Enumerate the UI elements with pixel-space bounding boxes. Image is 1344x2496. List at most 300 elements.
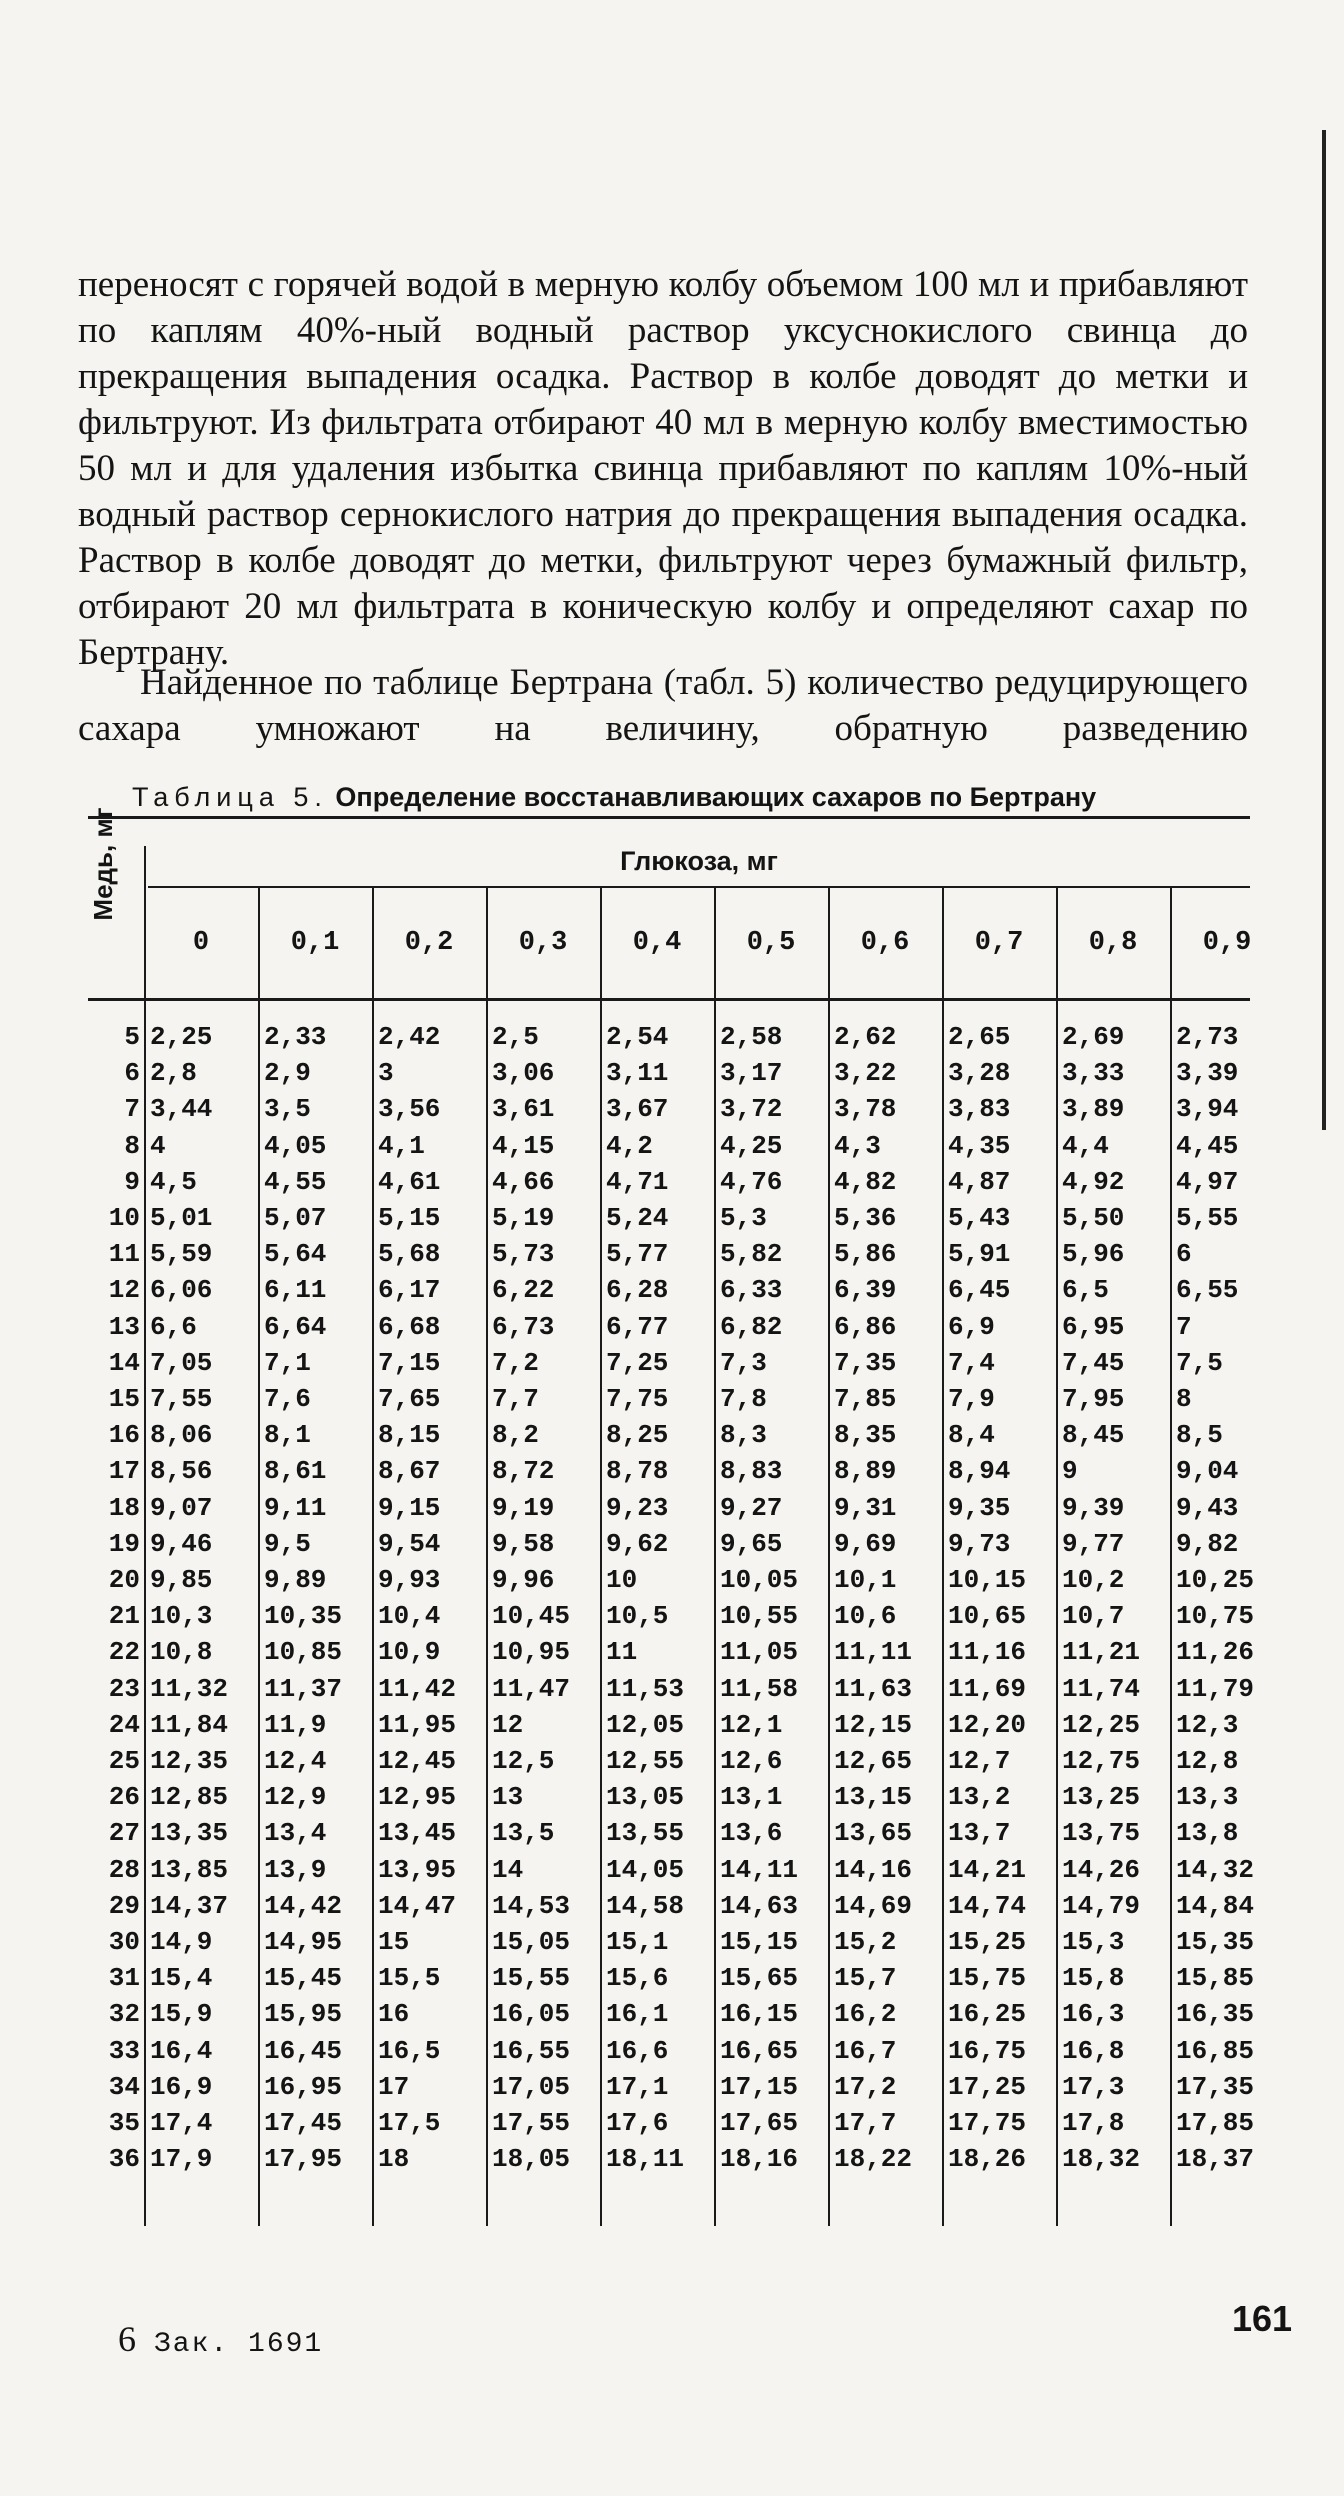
table-cell: 10,05 [720, 1565, 799, 1595]
table-cell: 10,25 [1176, 1565, 1255, 1595]
table-cell: 17,7 [834, 2108, 897, 2138]
table-cell: 11,16 [948, 1637, 1027, 1668]
copper-mg-value: 15 [108, 1384, 140, 1414]
table-cell: 12,85 [150, 1782, 229, 1813]
table-cell: 9,07 [150, 1492, 213, 1523]
table-cell: 7,2 [492, 1347, 539, 1378]
copper-mg-value: 17 [108, 1456, 140, 1487]
table-cell: 14,74 [948, 1890, 1027, 1921]
table-cell: 11,05 [720, 1637, 799, 1668]
table-cell: 12,55 [606, 1746, 685, 1776]
table-cell: 10,5 [606, 1601, 669, 1632]
copper-mg-value: 34 [108, 2071, 140, 2102]
table-cell: 16,95 [264, 2071, 343, 2102]
column-header: 0,4 [632, 928, 682, 958]
table-cell: 12,25 [1062, 1709, 1141, 1740]
copper-mg-value: 30 [108, 1927, 140, 1957]
table-cell: 8,2 [492, 1420, 539, 1451]
copper-mg-value: 22 [108, 1637, 140, 1668]
copper-mg-value: 29 [108, 1890, 140, 1921]
table-cell: 6,68 [378, 1311, 441, 1342]
table-cell: 11,26 [1176, 1637, 1255, 1668]
table-cell: 10,9 [378, 1637, 441, 1668]
table-cell: 4,61 [378, 1166, 441, 1197]
copper-mg-value: 10 [108, 1203, 140, 1233]
table-cell: 16,6 [606, 2035, 669, 2066]
table-cell: 18,16 [720, 2144, 799, 2175]
table-cell: 15,15 [720, 1927, 799, 1957]
table-cell: 7,55 [150, 1384, 213, 1414]
table-cell: 5,96 [1062, 1239, 1125, 1270]
table-cell: 9,15 [378, 1492, 441, 1523]
table-cell: 11,58 [720, 1673, 799, 1704]
table-cell: 7,95 [1062, 1384, 1125, 1414]
table-cell: 4,2 [606, 1130, 653, 1161]
table-cell: 13,35 [150, 1818, 229, 1849]
table-cell: 5,15 [378, 1203, 441, 1233]
table-cell: 2,33 [264, 1022, 327, 1052]
table-cell: 10 [606, 1565, 638, 1595]
table-cell: 4,05 [264, 1130, 327, 1161]
table-cell: 2,54 [606, 1022, 669, 1052]
table-cell: 9,5 [264, 1528, 311, 1559]
table-cell: 6,45 [948, 1275, 1011, 1306]
table-cell: 14,16 [834, 1854, 913, 1885]
table-cell: 10,35 [264, 1601, 343, 1632]
order-number: Зак. 1691 [154, 2329, 324, 2360]
table-cell: 3,72 [720, 1094, 783, 1125]
column-header: 0,8 [1088, 928, 1138, 958]
table-cell: 11,95 [378, 1709, 457, 1740]
table-cell: 6,33 [720, 1275, 783, 1306]
table-cell: 11 [606, 1637, 638, 1668]
table-cell: 3,44 [150, 1094, 213, 1125]
table-cell: 15,6 [606, 1963, 669, 1994]
table-cell: 15,85 [1176, 1963, 1255, 1994]
table-cell: 3,83 [948, 1094, 1011, 1125]
table-cell: 17,3 [1062, 2071, 1125, 2102]
table-cell: 10,15 [948, 1565, 1027, 1595]
table-cell: 12,6 [720, 1746, 783, 1776]
column-separator [942, 886, 944, 2226]
table-cell: 9,46 [150, 1528, 213, 1559]
column-header: 0,1 [290, 928, 340, 958]
table-cell: 16,55 [492, 2035, 571, 2066]
copper-mg-value: 12 [108, 1275, 140, 1306]
column-separator [1056, 886, 1058, 2226]
table-cell: 5,19 [492, 1203, 555, 1233]
table-cell: 6,17 [378, 1275, 441, 1306]
copper-mg-value: 13 [108, 1311, 140, 1342]
table-cell: 6,22 [492, 1275, 555, 1306]
table-cell: 11,37 [264, 1673, 343, 1704]
table-cell: 11,21 [1062, 1637, 1141, 1668]
table-cell: 18,05 [492, 2144, 571, 2175]
table-cell: 3,33 [1062, 1058, 1125, 1089]
table-cell: 9,96 [492, 1565, 555, 1595]
table-cell: 13,6 [720, 1818, 783, 1849]
table-cell: 11,53 [606, 1673, 685, 1704]
table-cell: 9,85 [150, 1565, 213, 1595]
table-cell: 17,25 [948, 2071, 1027, 2102]
table-cell: 4,5 [150, 1166, 197, 1197]
column-header: 0,3 [518, 928, 568, 958]
table-cell: 5,82 [720, 1239, 783, 1270]
table-cell: 3,06 [492, 1058, 555, 1089]
table-cell: 17,8 [1062, 2108, 1125, 2138]
table-cell: 17,1 [606, 2071, 669, 2102]
table-cell: 12,45 [378, 1746, 457, 1776]
table-cell: 2,62 [834, 1022, 897, 1052]
table-cell: 4,4 [1062, 1130, 1109, 1161]
table-cell: 4,87 [948, 1166, 1011, 1197]
table-cell: 15 [378, 1927, 410, 1957]
table-cell: 4,55 [264, 1166, 327, 1197]
table-cell: 18,37 [1176, 2144, 1255, 2175]
table-cell: 16,7 [834, 2035, 897, 2066]
table-cell: 2,25 [150, 1022, 213, 1052]
copper-mg-value: 23 [108, 1673, 140, 1704]
table-cell: 3,11 [606, 1058, 669, 1089]
table-cell: 8,67 [378, 1456, 441, 1487]
table-cell: 10,6 [834, 1601, 897, 1632]
table-cell: 17,9 [150, 2144, 213, 2175]
table-cell: 14,84 [1176, 1890, 1255, 1921]
table-cell: 5,91 [948, 1239, 1011, 1270]
table-cell: 9,27 [720, 1492, 783, 1523]
table-cell: 14,21 [948, 1854, 1027, 1885]
table-cell: 12,8 [1176, 1746, 1239, 1776]
table-cell: 12,20 [948, 1709, 1027, 1740]
table-cell: 8,78 [606, 1456, 669, 1487]
table-cell: 15,7 [834, 1963, 897, 1994]
table-cell: 6,06 [150, 1275, 213, 1306]
table-cell: 11,63 [834, 1673, 913, 1704]
table-cell: 17 [378, 2071, 410, 2102]
table-cell: 7,1 [264, 1347, 311, 1378]
table-cell: 8,83 [720, 1456, 783, 1487]
table-cell: 13,75 [1062, 1818, 1141, 1849]
table-cell: 13,7 [948, 1818, 1011, 1849]
table-cell: 16 [378, 1999, 410, 2030]
table-cell: 14,26 [1062, 1854, 1141, 1885]
copper-mg-value: 6 [124, 1058, 140, 1089]
column-separator [714, 886, 716, 2226]
table-cell: 15,3 [1062, 1927, 1125, 1957]
table-cell: 17,35 [1176, 2071, 1255, 2102]
table-cell: 18,22 [834, 2144, 913, 2175]
table-cell: 5,73 [492, 1239, 555, 1270]
copper-mg-value: 19 [108, 1528, 140, 1559]
table-cell: 3,89 [1062, 1094, 1125, 1125]
table-cell: 7,85 [834, 1384, 897, 1414]
table-cell: 9,23 [606, 1492, 669, 1523]
table-cell: 15,05 [492, 1927, 571, 1957]
table-cell: 5,59 [150, 1239, 213, 1270]
table-cell: 4,25 [720, 1130, 783, 1161]
table-cell: 16,15 [720, 1999, 799, 2030]
table-cell: 13,15 [834, 1782, 913, 1813]
table-cell: 2,5 [492, 1022, 539, 1052]
table-cell: 14,95 [264, 1927, 343, 1957]
table-cell: 9,54 [378, 1528, 441, 1559]
table-cell: 16,3 [1062, 1999, 1125, 2030]
table-cell: 5,50 [1062, 1203, 1125, 1233]
table-cell: 7,65 [378, 1384, 441, 1414]
column-separator [258, 886, 260, 2226]
table-cell: 4 [150, 1130, 166, 1161]
table-cell: 14,53 [492, 1890, 571, 1921]
copper-mg-value: 27 [108, 1818, 140, 1849]
table-cell: 5,3 [720, 1203, 767, 1233]
table-cell: 13,8 [1176, 1818, 1239, 1849]
table-cell: 16,9 [150, 2071, 213, 2102]
table-cell: 8,3 [720, 1420, 767, 1451]
table-cell: 9,65 [720, 1528, 783, 1559]
table-cell: 3,61 [492, 1094, 555, 1125]
table-cell: 15,5 [378, 1963, 441, 1994]
footer-signature [118, 2318, 323, 2360]
table-cell: 12,5 [492, 1746, 555, 1776]
bertrand-table [88, 807, 1255, 2226]
table-cell: 9,39 [1062, 1492, 1125, 1523]
table-cell: 14,47 [378, 1890, 457, 1921]
table-cell: 14,42 [264, 1890, 343, 1921]
copper-mg-value: 16 [108, 1420, 140, 1451]
copper-mg-value: 21 [108, 1601, 140, 1632]
table-cell: 3 [378, 1058, 394, 1089]
table-cell: 16,8 [1062, 2035, 1125, 2066]
table-cell: 13,4 [264, 1818, 327, 1849]
table-cell: 9,58 [492, 1528, 555, 1559]
paragraph-2: Найденное по таблице Бертрана (табл. 5) количество редуцирующего сахара умножают на величину, обратную разведению [78, 662, 1248, 749]
table-cell: 12,65 [834, 1746, 913, 1776]
table-cell: 10,95 [492, 1637, 571, 1668]
table-cell: 10,75 [1176, 1601, 1255, 1632]
column-header: 0,7 [974, 928, 1024, 958]
table-cell: 15,45 [264, 1963, 343, 1994]
table-cell: 7,8 [720, 1384, 767, 1414]
table-cell: 11,32 [150, 1673, 229, 1704]
table-cell: 14 [492, 1854, 524, 1885]
table-cell: 14,37 [150, 1890, 229, 1921]
table-cell: 4,66 [492, 1166, 555, 1197]
table-cell: 6,82 [720, 1311, 783, 1342]
table-cell: 10,1 [834, 1565, 897, 1595]
group-header-rule [148, 886, 1250, 888]
table-cell: 18 [378, 2144, 410, 2175]
copper-mg-value: 11 [108, 1239, 140, 1270]
table-cell: 6,86 [834, 1311, 897, 1342]
table-cell: 8,06 [150, 1420, 213, 1451]
copper-mg-value: 5 [124, 1022, 140, 1052]
copper-mg-value: 26 [108, 1782, 140, 1813]
signature-number: 6 [118, 2319, 136, 2359]
table-cell: 7,35 [834, 1347, 897, 1378]
table-cell: 6,9 [948, 1311, 995, 1342]
table-cell: 15,95 [264, 1999, 343, 2030]
table-cell: 16,25 [948, 1999, 1027, 2030]
table-cell: 6,11 [264, 1275, 327, 1306]
table-cell: 13,3 [1176, 1782, 1239, 1813]
table-cell: 4,97 [1176, 1166, 1239, 1197]
table-cell: 3,78 [834, 1094, 897, 1125]
table-cell: 16,05 [492, 1999, 571, 2030]
table-cell: 7,45 [1062, 1347, 1125, 1378]
table-cell: 3,67 [606, 1094, 669, 1125]
table-cell: 16,4 [150, 2035, 213, 2066]
table-cell: 13 [492, 1782, 524, 1813]
table-cell: 8,72 [492, 1456, 555, 1487]
table-cell: 14,79 [1062, 1890, 1141, 1921]
table-cell: 13,5 [492, 1818, 555, 1849]
copper-mg-value: 31 [108, 1963, 140, 1994]
table-cell: 10,85 [264, 1637, 343, 1668]
table-cell: 18,32 [1062, 2144, 1141, 2175]
table-cell: 15,55 [492, 1963, 571, 1994]
table-cell: 12,9 [264, 1782, 327, 1813]
table-cell: 14,63 [720, 1890, 799, 1921]
table-cell: 17,6 [606, 2108, 669, 2138]
table-cell: 4,1 [378, 1130, 425, 1161]
table-cell: 3,94 [1176, 1094, 1239, 1125]
table-cell: 9,04 [1176, 1456, 1239, 1487]
table-cell: 16,65 [720, 2035, 799, 2066]
table-cell: 4,35 [948, 1130, 1011, 1161]
column-separator [828, 886, 830, 2226]
table-cell: 4,15 [492, 1130, 555, 1161]
table-cell: 12,05 [606, 1709, 685, 1740]
table-cell: 9,35 [948, 1492, 1011, 1523]
table-cell: 15,75 [948, 1963, 1027, 1994]
table-cell: 7,4 [948, 1347, 995, 1378]
row-header-copper: Медь, мг [88, 807, 118, 921]
copper-mg-value: 36 [108, 2144, 140, 2175]
copper-mg-value: 28 [108, 1854, 140, 1885]
group-header-glucose: Глюкоза, мг [620, 846, 778, 876]
copper-mg-value: 8 [124, 1130, 140, 1161]
table-cell: 6,95 [1062, 1311, 1125, 1342]
table-cell: 5,86 [834, 1239, 897, 1270]
table-cell: 3,5 [264, 1094, 311, 1125]
table-cell: 12,15 [834, 1709, 913, 1740]
table-cell: 6 [1176, 1239, 1192, 1270]
table-cell: 17,75 [948, 2108, 1027, 2138]
copper-mg-value: 35 [108, 2108, 140, 2138]
table-cell: 7,6 [264, 1384, 311, 1414]
table-cell: 9,89 [264, 1565, 327, 1595]
column-header: 0,6 [860, 928, 910, 958]
table-cell: 8,5 [1176, 1420, 1223, 1451]
table-cell: 4,3 [834, 1130, 881, 1161]
table-cell: 5,64 [264, 1239, 327, 1270]
table-cell: 6,28 [606, 1275, 669, 1306]
table-cell: 5,36 [834, 1203, 897, 1233]
table-caption [132, 782, 1252, 813]
table-cell: 17,65 [720, 2108, 799, 2138]
table-cell: 11,11 [834, 1637, 913, 1668]
table-cell: 8,89 [834, 1456, 897, 1487]
table-cell: 13,45 [378, 1818, 457, 1849]
table-cell: 14,58 [606, 1890, 685, 1921]
table-cell: 14,9 [150, 1927, 213, 1957]
table-cell: 8,94 [948, 1456, 1011, 1487]
table-cell: 13,65 [834, 1818, 913, 1849]
table-cell: 17,15 [720, 2071, 799, 2102]
table-cell: 17,85 [1176, 2108, 1255, 2138]
header-bottom-rule [88, 998, 1250, 1001]
table-cell: 2,42 [378, 1022, 441, 1052]
column-header: 0 [192, 928, 210, 958]
column-header: 0,2 [404, 928, 454, 958]
table-cell: 2,8 [150, 1058, 197, 1089]
table-cell: 14,32 [1176, 1854, 1255, 1885]
table-cell: 4,76 [720, 1166, 783, 1197]
copper-mg-value: 24 [108, 1709, 140, 1740]
table-cell: 9,73 [948, 1528, 1011, 1559]
table-cell: 13,9 [264, 1854, 327, 1885]
table-cell: 11,79 [1176, 1673, 1255, 1704]
table-cell: 12,35 [150, 1746, 229, 1776]
table-cell: 15,8 [1062, 1963, 1125, 1994]
table-cell: 9,31 [834, 1492, 897, 1523]
table-cell: 8,25 [606, 1420, 669, 1451]
table-cell: 10,2 [1062, 1565, 1125, 1595]
table-cell: 9,69 [834, 1528, 897, 1559]
table-cell: 17,45 [264, 2108, 343, 2138]
table-cell: 5,07 [264, 1203, 327, 1233]
table-cell: 3,56 [378, 1094, 441, 1125]
table-cell: 15,1 [606, 1927, 669, 1957]
table-cell: 2,73 [1176, 1022, 1239, 1052]
table-cell: 10,55 [720, 1601, 799, 1632]
copper-mg-value: 20 [108, 1565, 140, 1595]
table-cell: 16,45 [264, 2035, 343, 2066]
table-cell: 13,2 [948, 1782, 1011, 1813]
table-cell: 15,2 [834, 1927, 897, 1957]
table-cell: 11,84 [150, 1709, 229, 1740]
table-cell: 12,1 [720, 1709, 783, 1740]
table-cell: 4,92 [1062, 1166, 1125, 1197]
table-cell: 6,6 [150, 1311, 197, 1342]
table-cell: 10,3 [150, 1601, 213, 1632]
table-cell: 4,71 [606, 1166, 669, 1197]
table-cell: 18,11 [606, 2144, 685, 2175]
copper-mg-value: 18 [108, 1492, 140, 1523]
table-cell: 8,45 [1062, 1420, 1125, 1451]
table-cell: 5,01 [150, 1203, 213, 1233]
table-cell: 9 [1062, 1456, 1078, 1487]
table-cell: 3,28 [948, 1058, 1011, 1089]
table-cell: 7,3 [720, 1347, 767, 1378]
table-cell: 8,61 [264, 1456, 327, 1487]
table-cell: 16,5 [378, 2035, 441, 2066]
table-cell: 15,65 [720, 1963, 799, 1994]
table-cell: 2,65 [948, 1022, 1011, 1052]
table-cell: 7,05 [150, 1347, 213, 1378]
table-cell: 3,17 [720, 1058, 783, 1089]
column-separator [144, 846, 146, 2226]
table-cell: 11,9 [264, 1709, 327, 1740]
table-cell: 13,25 [1062, 1782, 1141, 1813]
table-cell: 7 [1176, 1311, 1192, 1342]
table-cell: 11,74 [1062, 1673, 1141, 1704]
table-cell: 12,95 [378, 1782, 457, 1813]
copper-mg-value: 7 [124, 1094, 140, 1125]
table-cell: 15,9 [150, 1999, 213, 2030]
table-cell: 10,8 [150, 1637, 213, 1668]
table-cell: 12,7 [948, 1746, 1011, 1776]
